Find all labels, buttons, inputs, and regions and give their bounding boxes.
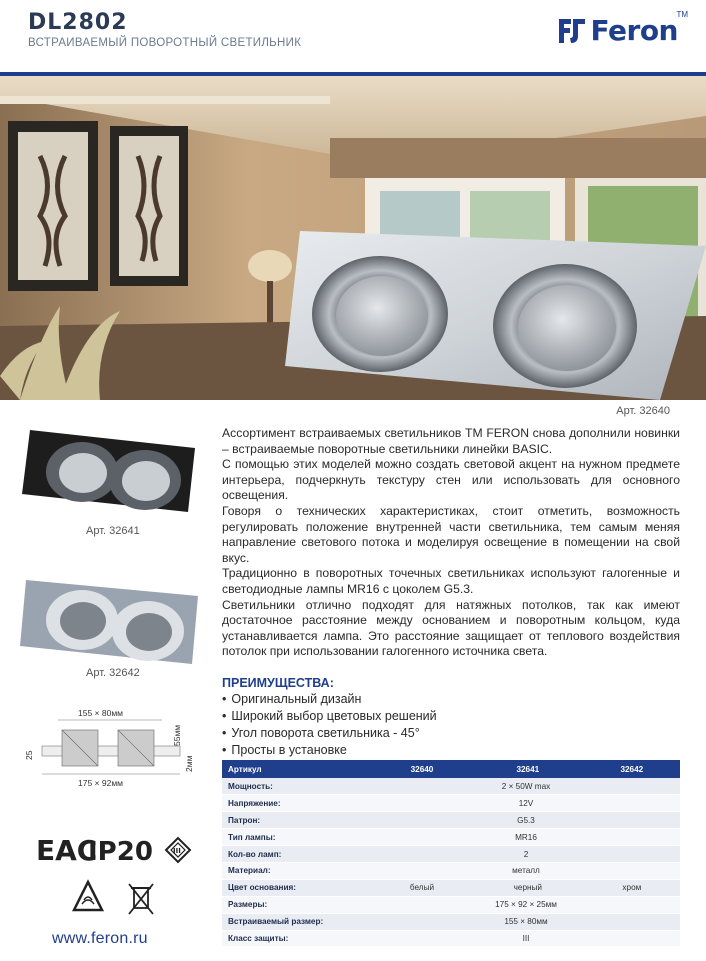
specs-label: Цвет основания: (222, 879, 372, 896)
protection-class-icon (166, 838, 190, 862)
hot-surface-warning-icon (74, 882, 102, 910)
advantage-item: • Просты в установке (222, 742, 437, 759)
specs-value: III (372, 930, 680, 947)
variant-article-chrome: Арт. 32642 (86, 667, 140, 679)
trademark: TM (676, 10, 688, 19)
fixture-ring-right (493, 264, 637, 388)
variant-thumbnail-black (20, 420, 200, 520)
specs-value: черный (472, 879, 584, 896)
product-description (222, 426, 680, 660)
fixture-ring-left (312, 256, 448, 372)
specs-row (222, 846, 680, 863)
specs-label: Напряжение: (222, 795, 372, 812)
specs-row (222, 812, 680, 829)
specs-row (222, 913, 680, 930)
specs-label: Мощность: (222, 778, 372, 795)
advantage-item: • Оригинальный дизайн (222, 691, 437, 708)
specs-value: 2 × 50W max (372, 778, 680, 795)
specs-header-label: Артикул (222, 760, 372, 778)
specs-label: Патрон: (222, 812, 372, 829)
specs-row (222, 862, 680, 879)
specs-label: Размеры: (222, 896, 372, 913)
specs-label: Тип лампы: (222, 829, 372, 846)
overall-size-label: 175 × 92мм (78, 778, 124, 788)
brand-name: Feron (590, 14, 678, 47)
website-link[interactable]: www.feron.ru (52, 930, 148, 947)
description-paragraph: С помощью этих моделей можно создать световой акцент на нужном предмете интерьера, подчеркнуть текстуру стен или использовать для основного освещения. (222, 457, 680, 503)
hero-interior-photo (0, 76, 706, 400)
specs-header-row (222, 760, 680, 778)
specs-value: хром (584, 879, 680, 896)
page-header (0, 0, 706, 72)
specs-row (222, 896, 680, 913)
specs-value: 12V (372, 795, 680, 812)
specs-label: Материал: (222, 862, 372, 879)
certification-marks (36, 826, 196, 916)
specs-value: 155 × 80мм (372, 913, 680, 930)
model-code: DL2802 (28, 10, 128, 35)
specs-header-article: 32642 (584, 760, 680, 778)
specs-row (222, 778, 680, 795)
specs-value: белый (372, 879, 472, 896)
specs-label: Класс защиты: (222, 930, 372, 947)
specs-value: металл (372, 862, 680, 879)
variant-thumbnail-chrome (20, 568, 200, 668)
feron-logo (557, 10, 688, 47)
description-paragraph: Говоря о технических характеристиках, стоит отметить, возможность регулировать положение внутренней части светильника, тем самым меняя направление светового потока и моделируя освещение в помещении на свой вкус. (222, 503, 680, 565)
gap-label: 2мм (184, 755, 194, 772)
feron-logo-icon (557, 16, 587, 46)
interior-illustration (0, 76, 706, 400)
specs-value: 2 (372, 846, 680, 863)
advantages-list (222, 691, 437, 759)
ip-rating: IP20 (88, 837, 153, 867)
depth-label: 25 (24, 750, 34, 760)
specs-header-article: 32640 (372, 760, 472, 778)
protection-class-label: III (173, 847, 181, 855)
main-product-article: Арт. 32640 (616, 405, 670, 417)
advantage-item: • Широкий выбор цветовых решений (222, 708, 437, 725)
description-paragraph: Светильники отлично подходят для натяжных потолков, так как имеют достаточное расстояние между основанием и поворотным кольцом, куда устанавливается лампа. Это расстояние защищает от теплового воздействия потолок при использовании галогенного источника света. (222, 597, 680, 659)
specs-row (222, 829, 680, 846)
product-subtitle: ВСТРАИВАЕМЫЙ ПОВОРОТНЫЙ СВЕТИЛЬНИК (28, 37, 302, 49)
specs-row (222, 795, 680, 812)
specs-label: Встраиваемый размер: (222, 913, 372, 930)
specs-row (222, 879, 680, 896)
specifications-table (222, 760, 680, 947)
dimension-diagram (22, 706, 202, 796)
height-label: 55мм (172, 724, 182, 746)
specs-value: 175 × 92 × 25мм (372, 896, 680, 913)
variant-article-black: Арт. 32641 (86, 525, 140, 537)
specs-value: G5.3 (372, 812, 680, 829)
eac-mark: ЕАС (36, 834, 98, 867)
advantage-item: • Угол поворота светильника - 45° (222, 725, 437, 742)
specs-header-article: 32641 (472, 760, 584, 778)
advantages-title: ПРЕИМУЩЕСТВА: (222, 676, 334, 690)
description-paragraph: Ассортимент встраиваемых светильников ТМ FERON снова дополнили новинки – встраиваемые поворотные светильники линейки BASIC. (222, 426, 680, 456)
specs-value: MR16 (372, 829, 680, 846)
specs-label: Кол-во ламп: (222, 846, 372, 863)
specs-row (222, 930, 680, 947)
description-paragraph: Традиционно в поворотных точечных светильниках используют галогенные и светодиодные лампы MR16 с цоколем G5.3. (222, 566, 680, 596)
weee-bin-icon (129, 884, 153, 914)
cutout-size-label: 155 × 80мм (78, 708, 124, 718)
